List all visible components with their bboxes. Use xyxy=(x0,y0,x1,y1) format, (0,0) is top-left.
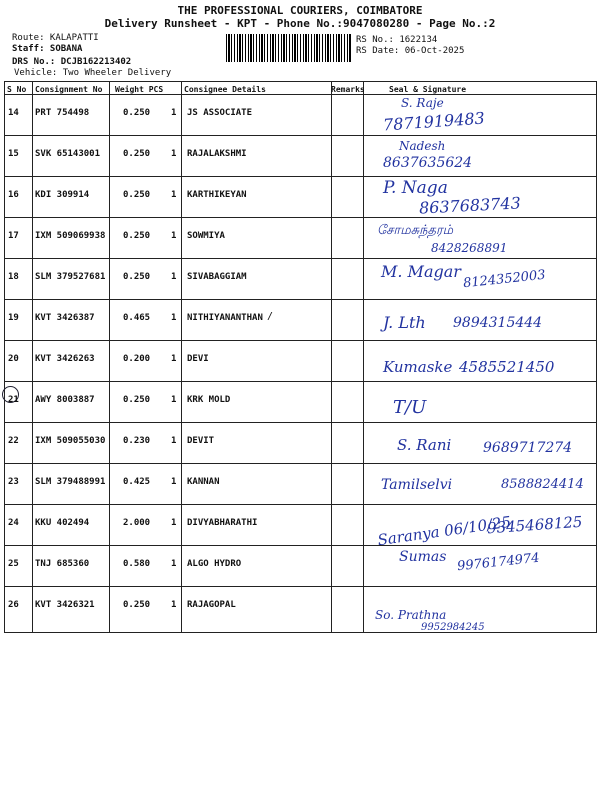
table-cell: SVK 65143001 xyxy=(35,149,101,159)
phone-number: 8428268891 xyxy=(431,241,508,255)
table-cell: 1 xyxy=(171,190,177,200)
table-row xyxy=(5,463,596,504)
table-cell: 0.250 xyxy=(123,190,151,200)
table-cell: 1 xyxy=(171,149,177,159)
table-cell: PRT 754498 xyxy=(35,108,90,118)
table-cell: 1 xyxy=(171,231,177,241)
table-cell: 1 xyxy=(171,559,177,569)
table-cell: 0.230 xyxy=(123,436,151,446)
col-consignee: Consignee Details xyxy=(184,85,266,94)
staff-label: Staff: SOBANA xyxy=(12,44,83,54)
signature: M. Magar xyxy=(381,262,461,281)
table-cell: 24 xyxy=(8,518,19,528)
table-cell: 0.425 xyxy=(123,477,151,487)
table-cell: 15 xyxy=(8,149,19,159)
table-cell: SLM 379488991 xyxy=(35,477,106,487)
table-row xyxy=(5,422,596,463)
document-title: THE PROFESSIONAL COURIERS, COIMBATORE xyxy=(177,4,423,17)
phone-number: 7871919483 xyxy=(382,108,486,135)
table-row xyxy=(5,340,596,381)
phone-number: 4585521450 xyxy=(459,358,555,376)
rs-date: RS Date: 06-Oct-2025 xyxy=(356,46,465,56)
col-sno: S No xyxy=(7,85,27,94)
table-cell: ALGO HYDRO xyxy=(187,559,242,569)
table-cell: KRK MOLD xyxy=(187,395,231,405)
signature: So. Prathna xyxy=(375,608,447,622)
table-cell: KVT 3426263 xyxy=(35,354,95,364)
table-cell: 1 xyxy=(171,395,177,405)
table-cell: JS ASSOCIATE xyxy=(187,108,253,118)
table-cell: KKU 402494 xyxy=(35,518,90,528)
table-row xyxy=(5,545,596,586)
document-subtitle: Delivery Runsheet - KPT - Phone No.:9047080280 - Page No.:2 xyxy=(104,17,496,30)
table-cell: 23 xyxy=(8,477,19,487)
table-cell: 16 xyxy=(8,190,19,200)
signature: Kumaske xyxy=(383,358,453,376)
barcode xyxy=(226,34,352,62)
vehicle-label: Vehicle: Two Wheeler Delivery xyxy=(14,68,172,78)
table-cell: 1 xyxy=(171,477,177,487)
route-label: Route: KALAPATTI xyxy=(12,33,99,43)
signature: Sumas xyxy=(399,549,447,565)
table-cell: 0.250 xyxy=(123,108,151,118)
phone-number: 8588824414 xyxy=(501,477,584,492)
col-seal: Seal & Signature xyxy=(389,85,467,94)
phone-number: 9345468125 xyxy=(486,512,583,538)
table-cell: 1 xyxy=(171,108,177,118)
table-cell: 14 xyxy=(8,108,19,118)
table-row xyxy=(5,94,596,135)
table-cell: 0.250 xyxy=(123,231,151,241)
table-cell: 0.250 xyxy=(123,149,151,159)
table-cell: RAJAGOPAL xyxy=(187,600,236,610)
signature: P. Naga xyxy=(383,178,448,198)
col-weight-pcs: Weight PCS xyxy=(115,85,164,94)
table-cell: DEVI xyxy=(187,354,209,364)
table-row xyxy=(5,176,596,217)
phone-number: 9952984245 xyxy=(421,622,485,633)
phone-number: 8124352003 xyxy=(462,267,547,292)
table-cell: KVT 3426321 xyxy=(35,600,95,610)
table-cell: 19 xyxy=(8,313,19,323)
table-cell: SOWMIYA xyxy=(187,231,225,241)
table-cell: 18 xyxy=(8,272,19,282)
phone-number: 9894315444 xyxy=(453,315,543,331)
phone-number: 9689717274 xyxy=(483,440,573,456)
signature: Nadesh xyxy=(399,139,446,153)
table-cell: 1 xyxy=(171,600,177,610)
table-cell: 21 xyxy=(8,395,19,405)
signature: S. Raje xyxy=(401,96,444,110)
table-cell: 20 xyxy=(8,354,19,364)
table-cell: SIVABAGGIAM xyxy=(187,272,247,282)
table-cell: 1 xyxy=(171,272,177,282)
table-cell: 0.580 xyxy=(123,559,151,569)
phone-number: 8637683743 xyxy=(418,193,522,218)
table-row xyxy=(5,504,596,550)
signature: T/U xyxy=(393,397,427,418)
table-cell: SLM 379527681 xyxy=(35,272,106,282)
table-row xyxy=(5,258,596,299)
table-cell: IXM 509055030 xyxy=(35,436,106,446)
phone-number: 9976174974 xyxy=(456,550,541,575)
table-cell: AWY 8003887 xyxy=(35,395,95,405)
table-row xyxy=(5,299,596,340)
table-row xyxy=(5,381,596,422)
table-cell: 1 xyxy=(171,518,177,528)
signature: Tamilselvi xyxy=(381,477,453,493)
remark-mark: / xyxy=(267,311,274,322)
table-cell: TNJ 685360 xyxy=(35,559,90,569)
table-cell: 0.250 xyxy=(123,395,151,405)
col-remarks: Remarks xyxy=(331,85,365,94)
table-cell: 25 xyxy=(8,559,19,569)
table-cell: RAJALAKSHMI xyxy=(187,149,247,159)
table-cell: 0.200 xyxy=(123,354,151,364)
signature: சோமசுந்தரம் xyxy=(377,223,454,238)
table-cell: 17 xyxy=(8,231,19,241)
drs-number: DRS No.: DCJB162213402 xyxy=(12,57,132,67)
table-cell: NITHIYANANTHAN xyxy=(187,313,263,323)
signature: Saranya 06/10/25 xyxy=(376,512,513,550)
table-cell: KDI 309914 xyxy=(35,190,90,200)
table-cell: 1 xyxy=(171,354,177,364)
table-cell: DEVIT xyxy=(187,436,215,446)
table-row xyxy=(5,217,596,258)
table-cell: 0.250 xyxy=(123,600,151,610)
rs-number: RS No.: 1622134 xyxy=(356,35,438,45)
table-cell: KVT 3426387 xyxy=(35,313,95,323)
table-cell: 22 xyxy=(8,436,19,446)
table-row xyxy=(5,135,596,176)
col-consignment: Consignment No xyxy=(35,85,103,94)
table-row xyxy=(5,586,596,633)
runsheet-table xyxy=(4,81,597,633)
table-cell: 1 xyxy=(171,436,177,446)
table-cell: KANNAN xyxy=(187,477,220,487)
table-cell: 0.465 xyxy=(123,313,151,323)
signature: J. Lth xyxy=(383,313,426,332)
table-cell: 1 xyxy=(171,313,177,323)
phone-number: 8637635624 xyxy=(383,155,473,171)
table-cell: 26 xyxy=(8,600,19,610)
signature: S. Rani xyxy=(397,436,452,454)
table-cell: DIVYABHARATHI xyxy=(187,518,258,528)
table-cell: 2.000 xyxy=(123,518,151,528)
table-cell: 0.250 xyxy=(123,272,151,282)
table-cell: KARTHIKEYAN xyxy=(187,190,247,200)
table-cell: IXM 509069938 xyxy=(35,231,106,241)
